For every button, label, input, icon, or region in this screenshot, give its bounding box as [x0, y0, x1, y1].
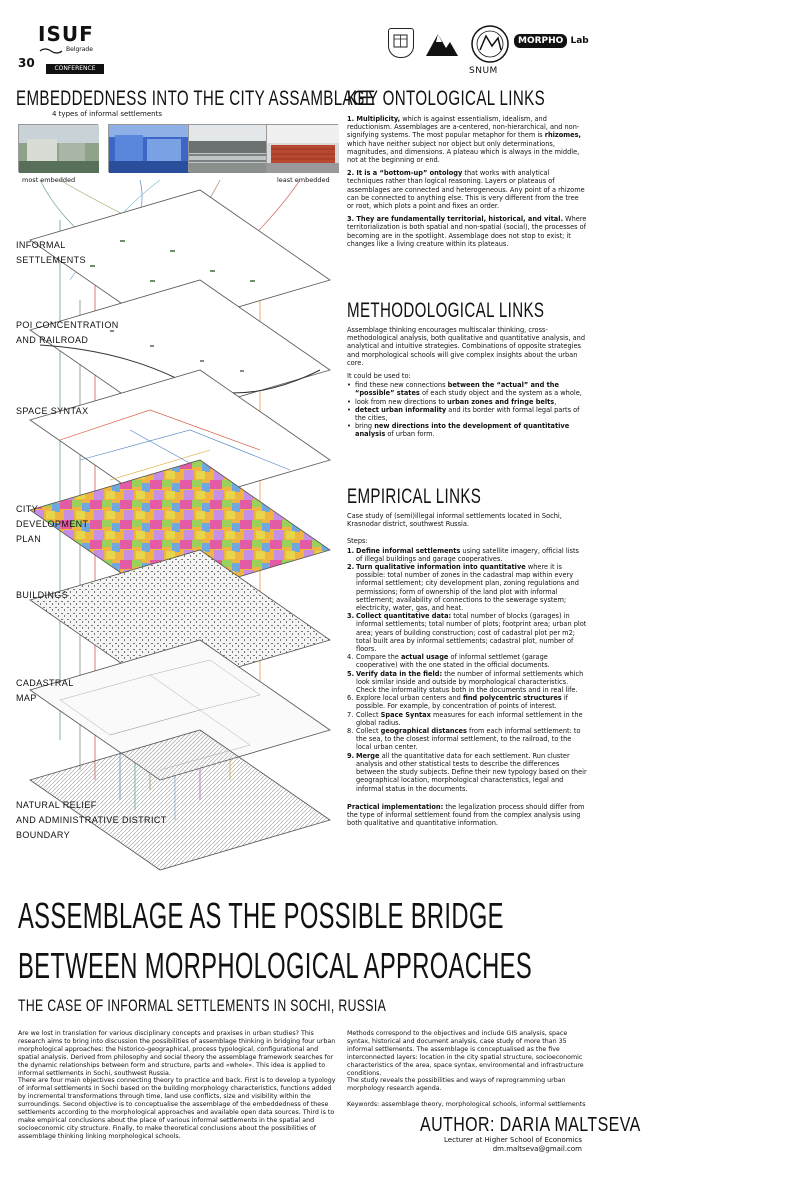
ontological-links-body: [347, 115, 587, 253]
empirical-step: [347, 563, 587, 612]
methodological-links-body: [347, 326, 587, 439]
settlement-photo-4-image: [267, 125, 339, 173]
layer-label-line: AND RAILROAD: [16, 335, 89, 345]
layer-label-poi-railroad: [16, 318, 119, 348]
empirical-step: [347, 670, 587, 695]
step-text: Compare the: [356, 653, 401, 662]
empirical-step: [347, 612, 587, 653]
empirical-step: [347, 547, 587, 563]
abstract-paragraph: Methods correspond to the objectives and include GIS analysis, space syntax, historical and document analysis, case study of more than 35 informal settlements. The assemblage is conceptualised as the five interconnected layers: location in the city spatial structure, socioeconomic characteristics of the area, space syntax, environmental and infrastructure conditions.: [347, 1030, 584, 1077]
step-number: 6.: [347, 694, 354, 703]
step-text: all the quantitative data for each settlement. Run cluster analysis and other statistical tests to describe the differences between the study subjects. Define their new typology based on their geographical location, morphological characteristics, legal and informal status in the documents.: [356, 751, 587, 793]
methodological-list: [347, 381, 587, 438]
empirical-links-title-text: EMPIRICAL LINKS: [347, 485, 482, 508]
main-title-line-1: [18, 895, 754, 936]
methodological-intro: It could be used to:: [347, 372, 411, 381]
snum-logo: [470, 24, 510, 64]
keywords: Keywords: assemblage theory, morphological schools, informal settlements: [347, 1101, 586, 1109]
settlement-photo-3-image: [189, 125, 269, 173]
morpholab-logo: [514, 36, 589, 46]
abstract-left-column: [18, 1030, 340, 1141]
empirical-steps-label: Steps:: [347, 537, 368, 546]
layer-label-line: CITY: [16, 504, 39, 514]
ontological-point-1-text: which is against essentialism, idealism, and reductionism. Assemblages are a-centered, non-hierarchical, and non-signifying systems. The most popular metaphor for them is: [347, 115, 580, 140]
layer-label-natural-relief: [16, 798, 167, 843]
settlement-types-caption: 4 types of informal settlements: [52, 110, 162, 118]
step-text: if possible. For example, by concentration of points of interest.: [356, 694, 568, 711]
empirical-links-title: [347, 484, 533, 509]
morpholab-logo-morpho: MORPHO: [514, 34, 567, 48]
main-subtitle: [18, 996, 529, 1016]
list-item-text: look from new directions to: [355, 397, 448, 406]
list-item-text: of each study object and the system as a whole,: [419, 389, 582, 398]
step-number: 3.: [347, 612, 355, 621]
ontological-point-1-heading: 1. Multiplicity,: [347, 115, 401, 123]
ontological-links-title: [347, 86, 622, 111]
step-emphasis: Turn qualitative information into quantitative: [356, 563, 526, 572]
methodological-list-item: [347, 381, 587, 397]
list-item-emphasis: between the “actual” and the “possible” states: [355, 381, 559, 398]
step-emphasis: Define informal settlements: [356, 546, 461, 555]
step-text: total number of blocks (garages) in informal settlements; total number of plots; footprint area; urban plot area; years of building construction; cost of cadastral plot per m2; total built area by informal settlements; cadastral plot, number of floors.: [356, 612, 587, 654]
ontological-point-2-text: that works with analytical techniques rather than logical reasoning. Layers or plateaus of assemblages are connected and heterogeneous. Any point of a rhizome can be connected to anything else. This is very different from the tree or root, which plots a point and fixes an order.: [347, 169, 585, 211]
empirical-step: [347, 727, 587, 752]
step-text: using satellite imagery, official lists of illegal buildings and garage cooperatives.: [356, 546, 579, 563]
ontological-point-3-heading: 3. They are fundamentally territorial, historical, and vital.: [347, 215, 563, 224]
methodological-links-title: [347, 298, 621, 323]
abstract-right-column: [347, 1030, 587, 1109]
list-item-text: bring: [355, 422, 375, 431]
main-title-line-2-text: BETWEEN MORPHOLOGICAL APPROACHES: [18, 945, 533, 986]
practical-implementation-text: the legalization process should differ from the type of informal settlement found from the complex analysis using both qualitative and quantitative information.: [347, 802, 585, 828]
step-emphasis: find polycentric structures: [462, 694, 562, 703]
layer-label-line: INFORMAL: [16, 240, 66, 250]
ontological-links-title-text: KEY ONTOLOGICAL LINKS: [347, 87, 546, 110]
isuf-logo-text: ISUF: [38, 22, 94, 46]
step-text: from each informal settlement: to the sea, to the closest informal settlement, to the railroad, to the local urban center.: [356, 727, 581, 752]
step-number: 1.: [347, 546, 355, 555]
layer-label-informal-settlements: [16, 238, 86, 268]
step-number: 4.: [347, 653, 354, 662]
layer-label-line: POI CONCENTRATION: [16, 320, 119, 330]
isuf-logo-city: Belgrade: [66, 46, 93, 53]
empirical-steps-list: [347, 547, 587, 793]
layer-label-line: CADASTRAL: [16, 678, 74, 688]
step-emphasis: Verify data in the field:: [356, 669, 443, 678]
settlement-photo-3: [188, 124, 268, 172]
isuf-logo: [18, 20, 104, 78]
step-emphasis: actual usage: [400, 653, 449, 662]
list-item-emphasis: urban zones and fringe belts: [447, 397, 555, 406]
main-title-line-1-text: ASSEMBLAGE AS THE POSSIBLE BRIDGE: [18, 895, 504, 936]
empirical-links-body: [347, 512, 587, 832]
layer-label-line: NATURAL RELIEF: [16, 800, 97, 810]
empirical-step: [347, 694, 587, 710]
layer-label-line: BOUNDARY: [16, 830, 71, 840]
methodological-list-item: [347, 406, 587, 422]
university-crest-logo: [388, 28, 414, 58]
author-email: dm.maltseva@gmail.com: [492, 1145, 582, 1153]
step-text: Collect: [356, 710, 381, 719]
mountain-logo: [424, 30, 460, 58]
empirical-step: [347, 752, 587, 793]
list-item-text: find these new connections: [355, 381, 448, 390]
layer-label-line: DEVELOPMENT: [16, 519, 89, 529]
crest-icon: [389, 29, 412, 56]
snum-logo-text: SNUM: [469, 66, 498, 76]
step-text: Collect: [356, 727, 381, 736]
methodological-links-title-text: METHODOLOGICAL LINKS: [347, 299, 545, 322]
layer-label-line: AND ADMINISTRATIVE DISTRICT: [16, 815, 167, 825]
methodological-list-item: [347, 398, 587, 406]
settlement-photo-2-image: [109, 125, 189, 173]
ontological-point-3-text: Where territorialization is both spatial and non-spatial (social), the processes of becoming are in the spotlight. Assemblage does not stop to exist; it changes like a living creature within its plateaus.: [347, 215, 587, 248]
empirical-step: [347, 653, 587, 669]
step-text: where it is possible: total number of zones in the cadastral map within every informal settlement; city development plan, zoning regulations and permissions; form of ownership of the land plot with informal settlement; availability of connections to the sewerage system; electricity, water, gas, and heat.: [356, 563, 579, 613]
embeddedness-title-text: EMBEDDEDNESS INTO THE CITY ASSAMBLAGE: [16, 87, 376, 110]
step-number: 5.: [347, 669, 355, 678]
step-text: measures for each informal settlement in the global radius.: [356, 710, 583, 727]
empirical-intro: Case study of (semi)illegal informal settlements located in Sochi, Krasnodar district, southwest Russia.: [347, 512, 562, 529]
step-emphasis: geographical distances: [380, 727, 467, 736]
list-item-emphasis: new directions into the development of quantitative analysis: [355, 422, 570, 439]
main-title-line-2: [18, 945, 797, 986]
step-text: of informal settlemet (garage cooperative) with the one stated in the official documents.: [356, 653, 550, 670]
layer-label-space-syntax: [16, 404, 89, 419]
list-item-text: of urban form.: [385, 430, 435, 439]
ontological-point-1-emphasis: rhizomes,: [544, 131, 582, 140]
layer-label-city-development-plan: [16, 502, 88, 547]
ontological-point-1: [347, 115, 587, 164]
morpholab-logo-lab: Lab: [570, 36, 589, 46]
step-text: Explore local urban centers and: [356, 694, 463, 703]
step-number: 7.: [347, 710, 354, 719]
author-name-text: AUTHOR: DARIA MALTSEVA: [420, 1114, 641, 1136]
step-number: 9.: [347, 751, 355, 760]
layer-label-line: SPACE SYNTAX: [16, 406, 89, 416]
step-emphasis: Collect quantitative data:: [356, 612, 452, 621]
isuf-logo-number: 30: [18, 56, 35, 70]
most-embedded-label: most embedded: [22, 176, 76, 184]
empirical-step: [347, 711, 587, 727]
list-item-emphasis: detect urban informality: [355, 405, 447, 414]
settlement-photo-2: [108, 124, 188, 172]
ontological-point-1-text-end: which have neither subject nor object but only determinations, magnitudes, and dimensions. A plateau which is always in the middle, not at the beginning or end.: [347, 139, 580, 165]
layer-label-cadastral-map: [16, 676, 74, 706]
practical-implementation: [347, 803, 587, 828]
layer-label-line: BUILDINGS: [16, 590, 69, 600]
ontological-point-2: [347, 169, 587, 210]
layer-label-line: SETTLEMENTS: [16, 255, 86, 265]
least-embedded-label: least embedded: [277, 176, 330, 184]
author-affiliation: [432, 1136, 582, 1154]
step-emphasis: Merge: [356, 751, 380, 760]
step-number: 2.: [347, 563, 355, 572]
ontological-point-3: [347, 215, 587, 248]
isuf-logo-conference: CONFERENCE: [46, 64, 104, 74]
abstract-paragraph: Are we lost in translation for various disciplinary concepts and praxises in urban studies? This research aims to bring into discussion the possibilities of assemblage thinking in bridging four urban morphological approaches: the historico-geographical, process typological, configurational and spatial analysis. Derived from philosophy and social theory the assemblage framework searches for the dynamic relationships between form and structure, parts and «whole». This idea is applied to informal settlements in Sochi, southwest Russia.: [18, 1030, 336, 1077]
methodological-list-item: [347, 422, 587, 438]
methodological-paragraph: Assemblage thinking encourages multiscalar thinking, cross-methodological analysis, both qualitative and quantitative analysis, and analytical and intuitive strategies. Combinations of opposite strategies and morphological schools will give complex insights about the urban core.: [347, 326, 586, 367]
isuf-logo-mark: [40, 47, 62, 55]
ontological-point-2-heading: 2. It is a “bottom-up” ontology: [347, 169, 463, 178]
author-name: [420, 1112, 696, 1137]
layer-label-line: PLAN: [16, 534, 42, 544]
abstract-paragraph: There are four main objectives connecting theory to practice and back. First is to develop a typology of informal settlements in Sochi based on the building morphology characteristics, functions added by incremental transformations through time, land use conflicts, size and visibility within the surroundings. Second objective is to conceptualise the assemblage of the embeddedness of these settlements according to the morphological approaches and available open data sources. Third is to make empirical conclusions about the place of various informal settlements in the spatial and socioeconomic city structure. Finally, to make theoretical conclusions about the possibilities of assemblage thinking linking morphological schools.: [18, 1077, 336, 1140]
settlement-photo-1-image: [19, 125, 99, 173]
author-position: Lecturer at Higher School of Economics: [444, 1136, 582, 1144]
step-emphasis: Space Syntax: [380, 710, 431, 719]
step-text: the number of informal settlements which look similar inside and outside by morphological characteristics. Check the informality status both in the documents and in real life.: [356, 669, 584, 695]
step-number: 8.: [347, 727, 354, 736]
layer-label-line: MAP: [16, 693, 37, 703]
list-item-text: ,: [554, 397, 557, 406]
settlement-photo-4: [266, 124, 338, 172]
abstract-paragraph: The study reveals the possibilities and ways of reprogramming urban morphology research agenda.: [347, 1077, 566, 1093]
layer-label-buildings: [16, 588, 68, 603]
practical-implementation-heading: Practical implementation:: [347, 802, 444, 811]
settlement-photo-1: [18, 124, 98, 172]
list-item-text: and its border with formal legal parts of the cities,: [355, 405, 580, 423]
main-subtitle-text: THE CASE OF INFORMAL SETTLEMENTS IN SOCHI, RUSSIA: [18, 996, 387, 1015]
